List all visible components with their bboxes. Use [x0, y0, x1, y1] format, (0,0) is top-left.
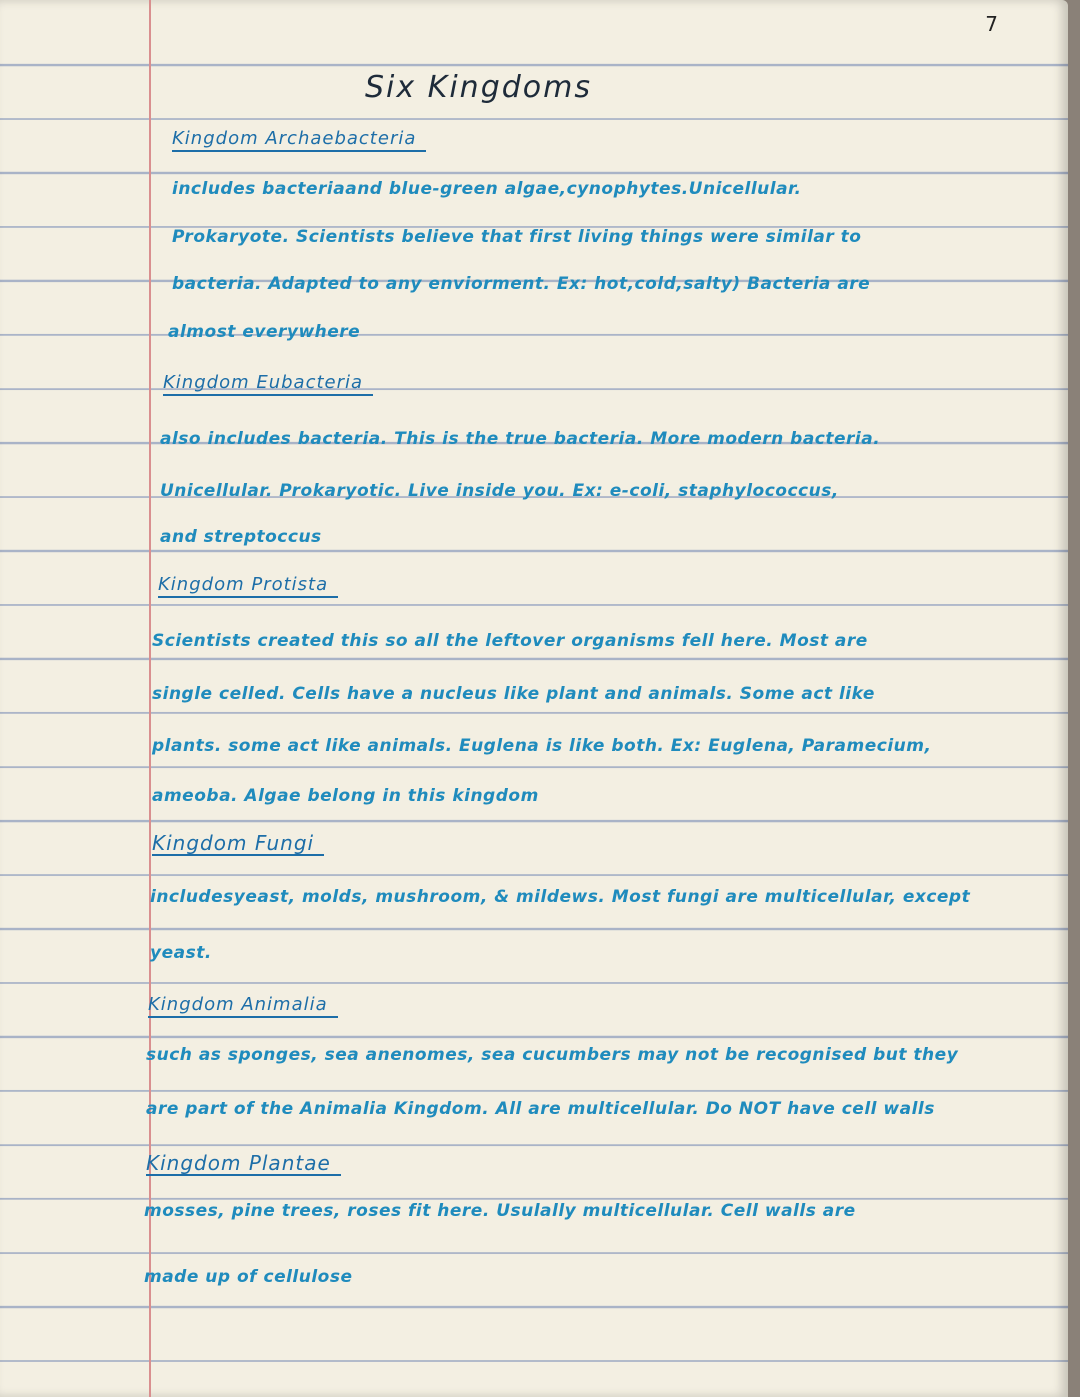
protista-line-4: ameoba. Algae belong in this kingdom: [152, 786, 539, 806]
eubacteria-line-1: also includes bacteria. This is the true bacteria. More modern bacteria.: [160, 429, 881, 449]
archaebacteria-line-2: Prokaryote. Scientists believe that first living things were similar to: [172, 227, 862, 247]
heading-protista: Kingdom Protista: [158, 574, 338, 598]
plantae-line-1: mosses, pine trees, roses fit here. Usulally multicellular. Cell walls are: [144, 1201, 856, 1221]
margin-line: [149, 0, 151, 1397]
eubacteria-line-3: and streptoccus: [160, 527, 322, 547]
fungi-line-1: includesyeast, molds, mushroom, & mildews. Most fungi are multicellular, except: [150, 887, 971, 907]
archaebacteria-line-3: bacteria. Adapted to any enviorment. Ex: hot,cold,salty) Bacteria are: [172, 274, 871, 294]
protista-line-3: plants. some act like animals. Euglena is like both. Ex: Euglena, Paramecium,: [152, 736, 932, 756]
archaebacteria-line-4: almost everywhere: [168, 322, 361, 342]
eubacteria-line-2: Unicellular. Prokaryotic. Live inside you. Ex: e-coli, staphylococcus,: [160, 481, 839, 501]
animalia-line-1: such as sponges, sea anenomes, sea cucumbers may not be recognised but they: [146, 1045, 959, 1065]
animalia-line-2: are part of the Animalia Kingdom. All are multicellular. Do NOT have cell walls: [146, 1099, 935, 1119]
page-number: 7: [985, 12, 998, 36]
heading-plantae: Kingdom Plantae: [146, 1152, 341, 1176]
page-title: Six Kingdoms: [365, 70, 592, 105]
heading-animalia: Kingdom Animalia: [148, 994, 338, 1018]
heading-eubacteria: Kingdom Eubacteria: [163, 372, 373, 396]
heading-archaebacteria: Kingdom Archaebacteria: [172, 128, 426, 152]
protista-line-1: Scientists created this so all the leftover organisms fell here. Most are: [152, 631, 868, 651]
protista-line-2: single celled. Cells have a nucleus like plant and animals. Some act like: [152, 684, 875, 704]
archaebacteria-line-1: includes bacteriaand blue-green algae,cynophytes.Unicellular.: [172, 179, 802, 199]
fungi-line-2: yeast.: [150, 943, 212, 963]
plantae-line-2: made up of cellulose: [144, 1267, 353, 1287]
heading-fungi: Kingdom Fungi: [152, 832, 324, 856]
